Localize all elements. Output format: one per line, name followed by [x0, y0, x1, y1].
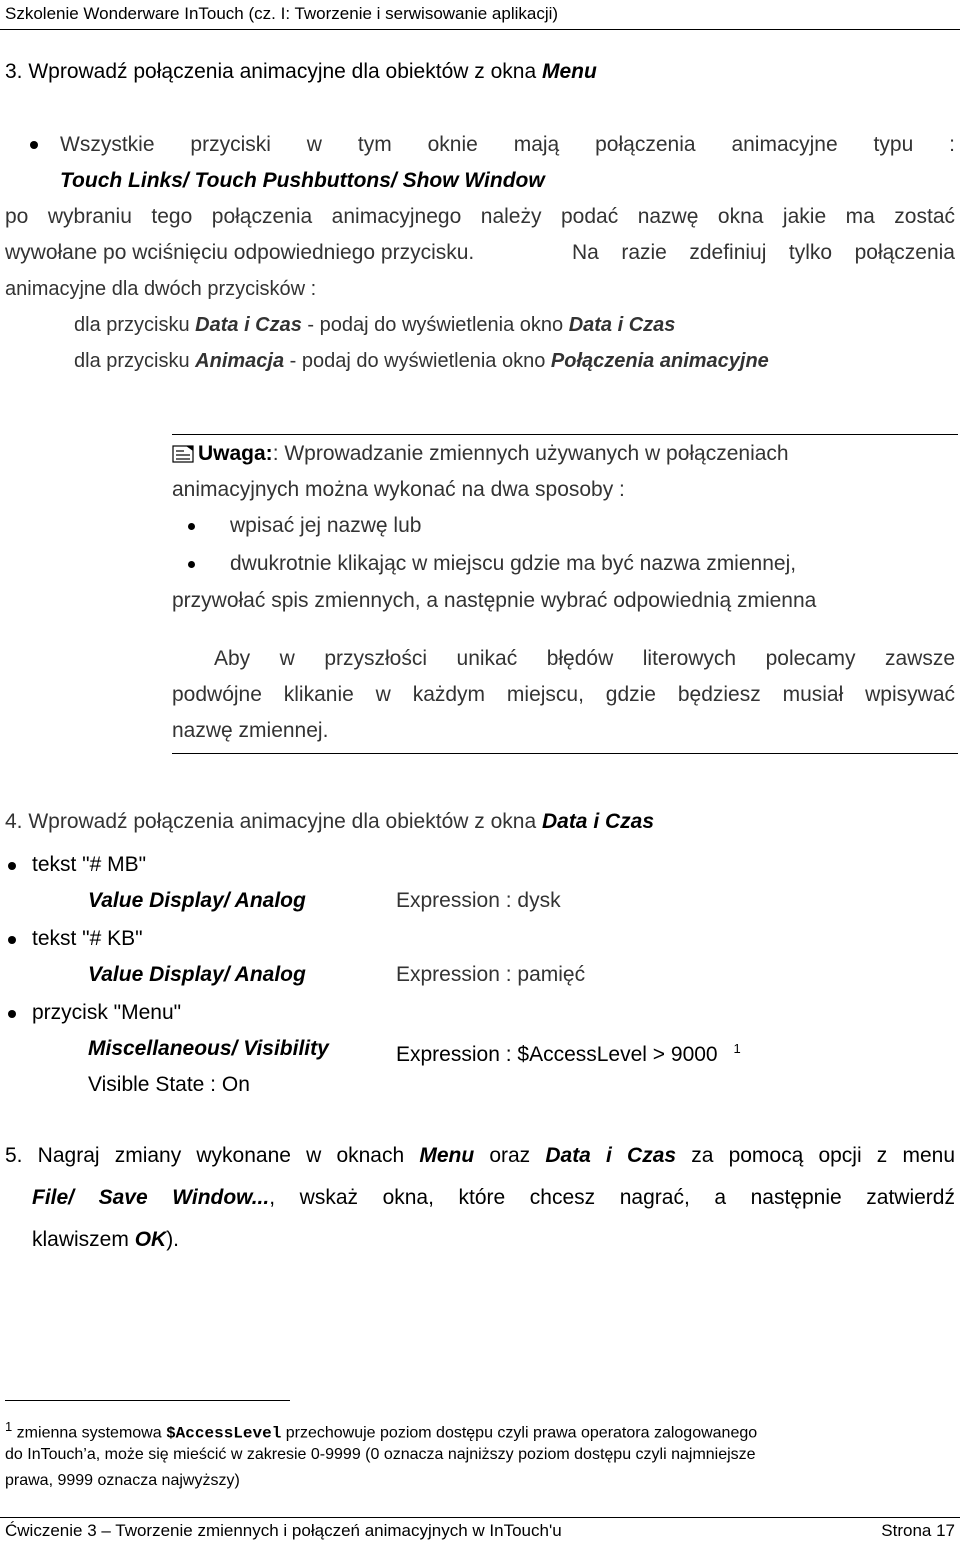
window-name: Data i Czas [568, 314, 676, 336]
section-4-heading [5, 804, 654, 840]
footer-rule [0, 1517, 960, 1518]
section-3-line: po wybraniu tego połączenia animacyjnego należy podać nazwę okna jakie ma zostać [5, 205, 955, 228]
footnote-line: do InTouch’a, może się mieścić w zakresie 0-9999 (0 oznacza najniższy poziom dostępu czyli najmniejsze [5, 1446, 756, 1463]
visible-state: Visible State : On [88, 1073, 250, 1096]
button-name: Animacja [195, 350, 285, 372]
footnote-line: prawa, 9999 oznacza najwyższy) [5, 1472, 240, 1489]
text: 5. Nagraj zmiany wykonane w oknach [5, 1144, 420, 1167]
section-5-line [32, 1180, 955, 1216]
list-item-label: tekst "# MB" [32, 853, 147, 876]
note-line: przywołać spis zmiennych, a następnie wybrać odpowiednią zmienna [172, 589, 817, 612]
bullet [30, 141, 38, 149]
footnote-rule [5, 1400, 290, 1401]
text: klawiszem [32, 1228, 135, 1251]
expression: Expression : dysk [396, 889, 561, 912]
section-5-line [32, 1222, 179, 1258]
bullet [8, 862, 16, 870]
text: ). [166, 1228, 180, 1251]
list-item-label: przycisk "Menu" [32, 1001, 182, 1024]
heading-window: Menu [541, 60, 597, 83]
note-bottom-rule [172, 753, 958, 754]
note-line: animacyjnych można wykonać na dwa sposoby : [172, 478, 625, 501]
text: oraz [474, 1144, 546, 1167]
item-text: - podaj do wyświetlenia okno [301, 314, 569, 336]
note-icon [172, 445, 194, 463]
list-item-label: tekst "# KB" [32, 927, 143, 950]
text: za pomocą opcji z menu [676, 1144, 955, 1167]
link-type: Value Display/ Analog [88, 963, 306, 986]
page-header: Szkolenie Wonderware InTouch (cz. I: Tworzenie i serwisowanie aplikacji) [5, 4, 559, 23]
item-text: - podaj do wyświetlenia okno [284, 350, 551, 372]
note-option-2: dwukrotnie klikając w miejscu gdzie ma być nazwa zmiennej, [230, 552, 797, 575]
text: , wskaż okna, które chcesz nagrać, a następnie zatwierdź [269, 1186, 955, 1209]
expression-text: Expression : $AccessLevel > 9000 [396, 1043, 718, 1066]
button-item-1 [74, 307, 675, 343]
section-3-heading [5, 54, 597, 90]
expression [396, 1031, 741, 1073]
code: $AccessLevel [166, 1424, 282, 1443]
bullet [8, 1010, 16, 1018]
item-text: dla przycisku [74, 314, 196, 336]
heading-window: Data i Czas [541, 810, 655, 833]
menu-path: File/ Save Window... [32, 1186, 270, 1209]
section-3-bullet-text: Wszystkie przyciski w tym oknie mają połączenia animacyjne typu : [60, 133, 955, 156]
page-number: Strona 17 [881, 1521, 955, 1540]
links-text: Touch Links/ Touch Pushbuttons/ Show Window [60, 169, 545, 192]
note-top-rule [172, 434, 958, 435]
note-paragraph-line: nazwę zmiennej. [172, 719, 329, 742]
bullet [8, 936, 16, 944]
window-name: Połączenia animacyjne [550, 350, 769, 372]
note-text: : Wprowadzanie zmiennych używanych w połączeniach [272, 442, 789, 465]
item-text: dla przycisku [74, 350, 196, 372]
section-3-line: wywołane po wciśnięciu odpowiedniego przycisku. [5, 241, 475, 264]
link-type: Miscellaneous/ Visibility [88, 1037, 329, 1060]
key-name: OK [134, 1228, 167, 1251]
note-label: Uwaga: [198, 442, 273, 465]
link-type: Value Display/ Analog [88, 889, 306, 912]
bullet [188, 523, 195, 530]
note-paragraph-line: Aby w przyszłości unikać błędów literowych polecamy zawsze [214, 647, 955, 670]
section-3-line: animacyjne dla dwóch przycisków : [5, 278, 317, 300]
button-item-2 [74, 343, 769, 379]
section-3-line: Na razie zdefiniuj tylko połączenia [572, 241, 955, 264]
section-5-line [5, 1138, 955, 1174]
text: przechowuje poziom dostępu czyli prawa operatora zalogowanego [281, 1424, 758, 1442]
note-line [198, 436, 789, 472]
note-paragraph-line: podwójne klikanie w każdym miejscu, gdzie będziesz musiał wpisywać [172, 683, 955, 706]
button-name: Data i Czas [195, 314, 302, 336]
header-rule [0, 29, 960, 30]
bullet [188, 561, 195, 568]
footer-title: Ćwiczenie 3 – Tworzenie zmiennych i połączeń animacyjnych w InTouch'u [5, 1521, 562, 1540]
window-name: Menu [419, 1144, 475, 1167]
heading-text: 3. Wprowadź połączenia animacyjne dla obiektów z okna [5, 60, 542, 83]
window-name: Data i Czas [545, 1144, 677, 1167]
text: zmienna systemowa [12, 1424, 167, 1442]
footnote-number: 1 [5, 1419, 13, 1434]
heading-text: 4. Wprowadź połączenia animacyjne dla obiektów z okna [5, 810, 542, 833]
expression: Expression : pamięć [396, 963, 586, 986]
footnote-ref: 1 [733, 1041, 741, 1056]
note-option-1: wpisać jej nazwę lub [230, 514, 422, 537]
